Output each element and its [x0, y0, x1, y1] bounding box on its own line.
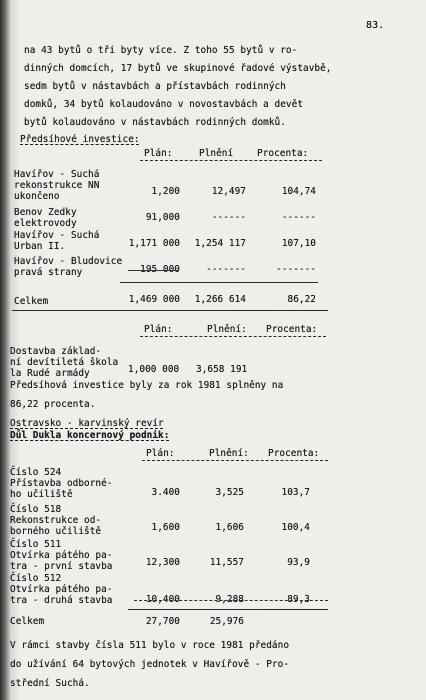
- cell-planni: 11,557: [209, 557, 244, 568]
- row-name-line: Číslo 518: [10, 504, 62, 515]
- cell-procenta: 104,74: [281, 186, 316, 197]
- note-line: Předsíhová investice byly za rok 1981 splněny na: [10, 380, 284, 391]
- row-name-line: Otvírka pátého pa-: [10, 584, 113, 595]
- cell-plan: 1,600: [151, 522, 180, 533]
- column-header-procenta: Procenta:: [268, 448, 320, 459]
- cell-plan: 1,200: [151, 186, 180, 197]
- intro-line: domků, 34 bytů kolaudováno v novostavbách a devět: [24, 99, 304, 110]
- cell-procenta: 89,3: [287, 594, 310, 605]
- row-name-line: Číslo 511: [10, 539, 62, 550]
- total-plan: 27,700: [145, 616, 180, 627]
- cell-procenta: 103,7: [281, 487, 310, 498]
- row-name-line: Havířov - Bludovice: [14, 256, 123, 267]
- cell-planni: 12,497: [211, 186, 246, 197]
- column-header-plan: Plán:: [144, 324, 173, 335]
- cell-planni: 9,288: [215, 594, 244, 605]
- row-name-line: tra - druhá stavba: [10, 595, 113, 606]
- row-name-line: Číslo 524: [10, 467, 62, 478]
- cell-planni: 1,254 117: [194, 238, 246, 249]
- section-rule: [12, 310, 328, 311]
- total-label: Celkem: [10, 616, 45, 627]
- strike-mark: [134, 600, 328, 601]
- total-procenta: 86,22: [287, 294, 316, 305]
- cell-planni: 1,606: [215, 522, 244, 533]
- cell-procenta: 93,9: [287, 557, 310, 568]
- row-name-line: tra - první stavba: [10, 561, 113, 572]
- intro-line: bytů kolaudováno v nástavbách rodinných domků.: [24, 117, 286, 128]
- cell-plan: 12,300: [145, 557, 180, 568]
- row-name-line: pravá strany: [14, 267, 83, 278]
- row-name-line: rekonstrukce NN: [14, 180, 100, 191]
- row-name-line: Otvírka pátého pa-: [10, 550, 113, 561]
- row-name-line: la Rudé armády: [10, 368, 90, 379]
- row-name-line: Urban II.: [14, 241, 66, 252]
- cell-plan: 195 000: [140, 264, 180, 275]
- column-header-planni: Plnění:: [209, 448, 249, 459]
- column-header-planni: Plnění: [199, 148, 234, 159]
- strike-mark: [128, 270, 178, 271]
- column-header-plan: Plán:: [146, 448, 175, 459]
- company-heading: Důl Dukla koncernový podnik:: [10, 430, 170, 441]
- row-name-line: Havířov - Suchá: [14, 230, 100, 241]
- closing-line: do užívání 64 bytových jednotek v Havířově - Pro-: [10, 659, 290, 670]
- cell-procenta: 107,10: [281, 238, 316, 249]
- column-header-planni: Plnění:: [207, 324, 247, 335]
- cell-plan: 1,000 000: [128, 364, 180, 375]
- closing-line: V rámci stavby čísla 511 bylo v roce 1981 předáno: [10, 640, 290, 651]
- closing-line: střední Suchá.: [10, 678, 90, 689]
- row-name-line: Rekonstrukce od-: [10, 515, 102, 526]
- row-name-line: ní devítiletá škola: [10, 357, 119, 368]
- row-name-line: ukončeno: [14, 191, 60, 202]
- column-header-plan: Plán:: [144, 148, 173, 159]
- total-plan: 1,469 000: [128, 294, 180, 305]
- intro-line: dinných domcích, 17 bytů ve skupinové řadové výstavbě,: [24, 63, 332, 74]
- cell-plan: 91,000: [145, 212, 180, 223]
- header-underline: [140, 160, 322, 161]
- header-underline: [142, 460, 328, 461]
- row-name-line: Havířov - Suchá: [14, 169, 100, 180]
- section-heading: Předsíhové investice:: [20, 134, 140, 145]
- row-name-line: Číslo 512: [10, 573, 62, 584]
- cell-procenta: 100,4: [281, 522, 310, 533]
- column-header-procenta: Procenta:: [266, 324, 318, 335]
- column-header-procenta: Procenta:: [257, 148, 309, 159]
- total-rule: [120, 282, 318, 283]
- cell-plan: 10,400: [145, 594, 180, 605]
- intro-line: sedm bytů v nástavbách a přístavbách rodinných: [24, 81, 286, 92]
- page-number: 83.: [366, 20, 385, 31]
- cell-plan: 3.400: [151, 487, 180, 498]
- total-label: Celkem: [14, 296, 49, 307]
- total-planni: 25,976: [209, 616, 244, 627]
- row-name-line: Dostavba základ-: [10, 346, 102, 357]
- cell-procenta: -------: [276, 264, 316, 275]
- total-planni: 1,266 614: [194, 294, 246, 305]
- cell-procenta: ------: [281, 212, 316, 223]
- region-heading: Ostravsko - karvinský revír: [10, 418, 164, 429]
- intro-line: na 43 bytů o tři byty více. Z toho 55 bytů v ro-: [24, 45, 298, 56]
- cell-planni: 3,525: [215, 487, 244, 498]
- total-rule: [128, 609, 328, 610]
- cell-planni: ------: [211, 212, 246, 223]
- cell-planni: 3,658 191: [196, 364, 248, 375]
- row-name-line: ho učiliště: [10, 489, 73, 500]
- row-name-line: borného učiliště: [10, 526, 102, 537]
- cell-planni: -------: [206, 264, 246, 275]
- row-name-line: Přístavba odborné-: [10, 478, 113, 489]
- row-name-line: Benov Zedky: [14, 207, 77, 218]
- row-name-line: elektrovody: [14, 218, 77, 229]
- cell-plan: 1,171 000: [128, 238, 180, 249]
- header-underline: [140, 336, 326, 337]
- note-line: 86,22 procenta.: [10, 399, 96, 410]
